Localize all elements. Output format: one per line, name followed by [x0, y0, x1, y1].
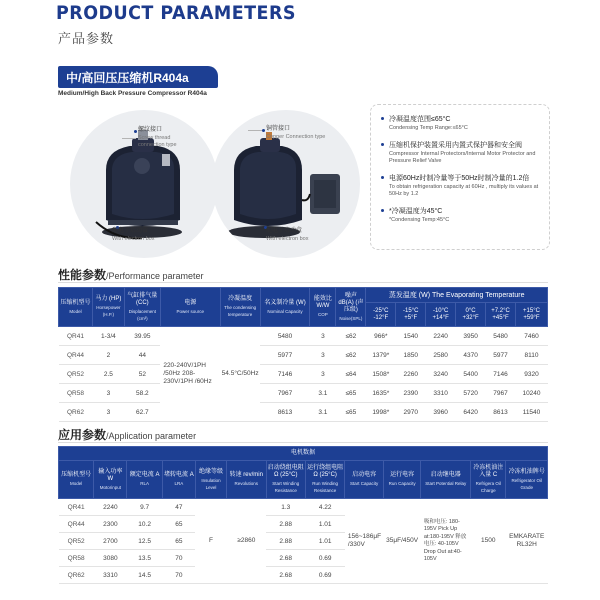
oil-grade: EMKARATE RL32H	[506, 499, 548, 584]
table-row: QR44 2300 10.2 65 2.88 1.01	[59, 516, 548, 533]
evap-temp-col: -25°C -12°F	[366, 303, 396, 327]
insulation-level: F	[195, 499, 226, 584]
product-subtitle: Medium/High Back Pressure Compressor R404a	[58, 90, 207, 97]
evap-temp-col: 0°C +32°F	[456, 303, 486, 327]
performance-title: 性能参数/Performance parameter	[58, 268, 204, 282]
callout-electron-box-right: 配电子启动盒 With electron box	[266, 228, 309, 242]
run-capacity: 35μF/450V	[383, 499, 420, 584]
evap-temp-col: +15°C +59°F	[515, 303, 547, 327]
table-row: QR41 2240 9.7 47 F ≥2860 1.3 4.22 156~186μF /330V 35μF/450V 吸和电压: 180-195V Pick Up at:180-195V 释放电压: 40-105V Drop Out at:40-105V 1500 EMKARATE RL32H	[59, 499, 548, 516]
revolutions: ≥2860	[227, 499, 266, 584]
evap-temp-col: +7.2°C +45°F	[486, 303, 516, 327]
product-tag: 中/高回压压缩机R404a	[58, 66, 218, 88]
feature-item: *冷凝温度为45°C *Condensing Temp:45°C	[381, 207, 541, 224]
start-relay: 吸和电压: 180-195V Pick Up at:180-195V 释放电压: 40-105V Drop Out at:40-105V	[421, 499, 471, 584]
condensing-temp: 54.5°C/50Hz	[220, 327, 260, 422]
callout-electron-box-left: 配电子启动盒 With electron box	[112, 228, 155, 242]
start-capacity: 156~186μF /330V	[345, 499, 384, 584]
table-row: QR62 3 62.7 8613 3.1 ≤65 1998* 2970 3960 6420 8613 11540	[59, 403, 548, 422]
feature-item: 电源60Hz时制冷量等于50Hz时制冷量的1.2倍 To obtain refrigeration capacity at 60Hz , multiply its values at 50Hz by 1.2	[381, 174, 541, 198]
motor-data-header: 电机数据	[59, 447, 548, 461]
callout-screw-thread: 螺纹接口 Screw thread connection type	[138, 127, 177, 148]
table-row: QR62 3310 14.5 70 2.68 0.69	[59, 567, 548, 584]
table-row: QR44 2 44 5977 3 ≤62 1379* 1850 2580 4370 5977 8110	[59, 346, 548, 365]
table-row: QR52 2700 12.5 65 2.88 1.01	[59, 533, 548, 550]
application-table: 电机数据 压缩机型号 Model 输入功率 W Motorinput 额定电流 A RLA 堵转电流 A LRA 绝缘等级 Insulation Level 转速 rev/min Revolutions 启动绕组电阻Ω (25°C) Start Winding Resistance 运行绕组电阻Ω (25°C) Run Winding Resistance 启动电容 Start Capacity 运行电容 Run Capacity 启动继电器 Start Potential Relay 冷冻机油注入量 C Refrigera Oil Charge 冷冻机油牌号 Refrigerator Oil Grade QR41 2240 9.7 47 F ≥2860 1.3 4.22 156~186μF /330V 35μF/450V 吸和电压: 180-195V Pick Up at:180-195V 释放电压: 40-105V Drop Out at:40-105V 1500 EMKARATE RL32H QR44 2300 10.2 65 2.88 1.01 QR52 2700 12.5 65 2.88 1.01 QR58 3080 13.5 70 2.68 0.69 QR62 3310 14.5 70 2.68 0.69	[58, 446, 548, 584]
evap-temp-col: -15°C +5°F	[396, 303, 426, 327]
feature-item: 压缩机保护装置采用内置式保护器和安全阀 Compressor Internal Protectors/Internal Motor Protector and Pressure Relief Valve	[381, 141, 541, 165]
table-row: QR52 2.5 52 7146 3 ≤64 1508* 2260 3240 5400 7146 9320	[59, 365, 548, 384]
table-row: QR41 1-3/4 39.95 220-240V/1PH /50Hz 208-230V/1PH /60Hz 54.5°C/50Hz 5480 3 ≤62 966* 1540 2240 3950 5480 7460	[59, 327, 548, 346]
performance-table: 压缩机型号 Model 马力 (HP) Horsepower (H.P.) 气缸排气量 (CC) Displacement (cm³) 电源 Power source 冷凝温度 The condensing temperature 名义制冷量 (W) Nominal Capacity 能效比W/W COP 噪声dB(A) (声压级) Noise(SPL) 蒸发温度 (W) The Evaporating Temperature -25°C -12°F -15°C +5°F -10°C +14°F 0°C +32°F +7.2°C +45°F +15°C +59°F QR41 1-3/4 39.95 220-240V/1PH /50Hz 208-230V/1PH /60Hz 54.5°C/50Hz 5480 3 ≤62 966* 1540 2240 3950 5480 7460 QR44 2 44 5977 3 ≤62 1379* 1850 2580 4370 5977 8110 QR52 2.5 52 7146 3 ≤64 1508* 2260 3240 5400 7146 9320 QR58 3 58.2 7967 3.1 ≤65 1635* 2390 3310 5720 7967 10240 QR62 3 62.7 8613 3.1 ≤65 1998* 2970 3960 6420 8613 11540	[58, 287, 548, 422]
power-source: 220-240V/1PH /50Hz 208-230V/1PH /60Hz	[160, 327, 220, 422]
page-title-cn: 产品参数	[58, 31, 115, 46]
feature-item: 冷凝温度范围≤65°C Condensing Temp Range:≤65°C	[381, 115, 541, 132]
features-box	[370, 104, 550, 250]
application-title: 应用参数/Application parameter	[58, 428, 197, 442]
evaporating-temp-header: 蒸发温度 (W) The Evaporating Temperature	[366, 288, 548, 303]
oil-charge: 1500	[471, 499, 506, 584]
table-row: QR58 3080 13.5 70 2.68 0.69	[59, 550, 548, 567]
page-title: PRODUCT PARAMETERS	[56, 2, 296, 24]
table-row: QR58 3 58.2 7967 3.1 ≤65 1635* 2390 3310 5720 7967 10240	[59, 384, 548, 403]
callout-copper: 铜管接口 Copper Connection type	[266, 126, 326, 140]
evap-temp-col: -10°C +14°F	[426, 303, 456, 327]
